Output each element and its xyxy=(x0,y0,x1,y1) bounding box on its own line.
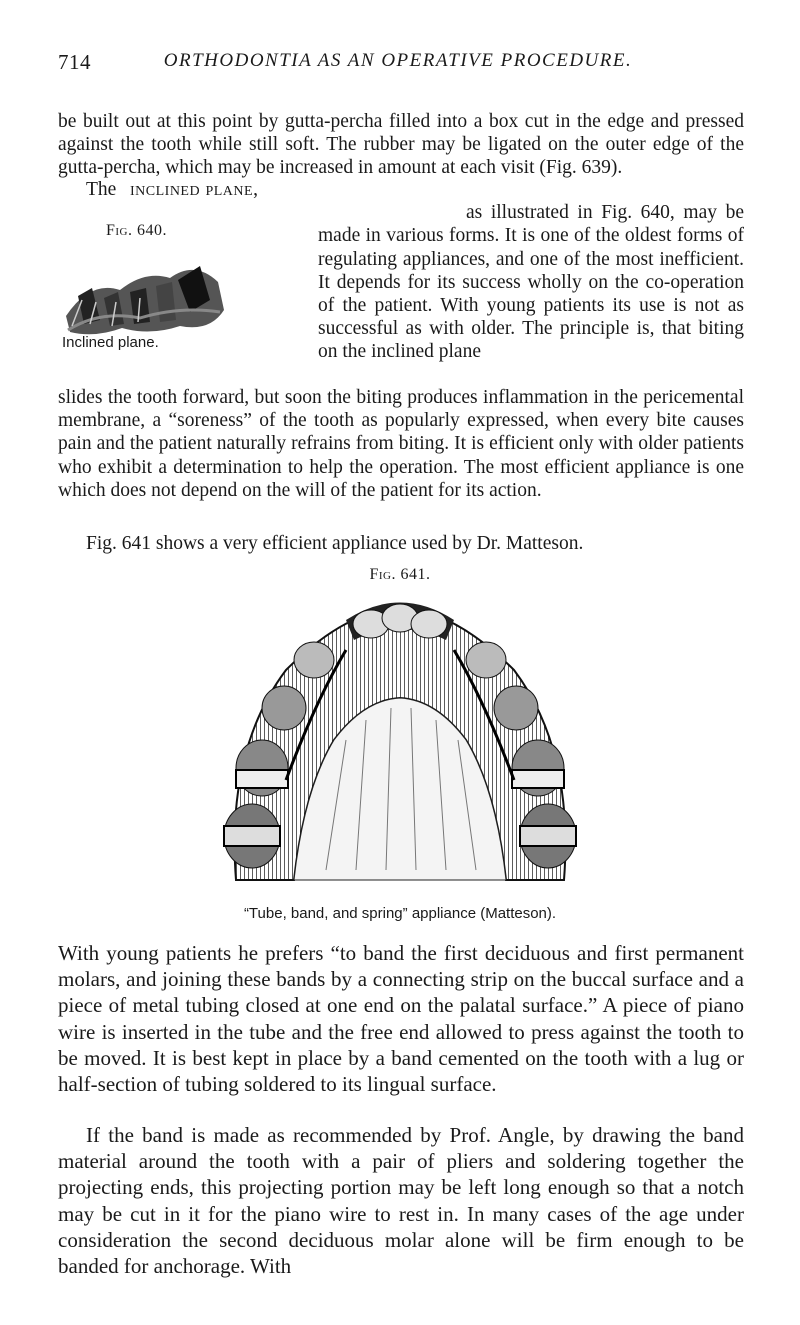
paragraph-2-continued: slides the tooth forward, but soon the biting produces inflammation in the pericemental membrane, a “soreness” of the tooth as popularly expressed, when every bite causes pain and the patient naturally refrains from biting. It is efficient only with older patients who exhibit a determination to help the operation. The most efficient appliance is one which does not depend on the will of the patient for its action. xyxy=(58,387,744,501)
page-number: 714 xyxy=(58,50,91,74)
figure-641-caption: “Tube, band, and spring” appliance (Matteson). xyxy=(243,905,557,922)
figure-640 xyxy=(60,222,235,357)
paragraph-1: be built out at this point by gutta-percha filled into a box cut in the edge and pressed against the tooth while still soft. The rubber may be ligated on the outer edge of the gutta-percha, which may be increased in amount at each visit (Fig. 639). xyxy=(58,111,744,179)
figure-640-caption: Inclined plane. xyxy=(62,334,159,351)
running-title: ORTHODONTIA AS AN OPERATIVE PROCEDURE. xyxy=(163,50,633,71)
paragraph-2-lead: The xyxy=(86,179,117,200)
matteson-appliance-illustration xyxy=(196,590,604,890)
paragraph-2-right: as illustrated in Fig. 640, may be made in various forms. It is one of the oldest forms of regulating appliances, and one of the most inefficient. It depends for its success wholly on the co-operation of the patient. With young patients its use is not as successful as with older. The principle is, that biting on the inclined plane xyxy=(318,202,744,363)
paragraph-4: With young patients he prefers “to band the first deciduous and first permanent molars, and joining these bands by a connecting strip on the buccal surface and a piece of metal tubing closed at one end on the palatal surface.” A piece of piano wire is inserted in the tube and the free end allowed to press against the tooth to be moved. It is best kept in place by a band cemented on the tooth with a lug or half-section of tubing soldered to its lingual surface. xyxy=(58,941,744,1097)
paragraph-3: Fig. 641 shows a very efficient appliance used by Dr. Matteson. xyxy=(86,533,584,554)
figure-640-label: Fig. 640. xyxy=(106,222,168,239)
paragraph-5: If the band is made as recommended by Prof. Angle, by drawing the band material around the tooth with a pair of pliers and soldering together the projecting ends, this projecting portion may be left long enough so that a notch may be cut in it for the piano wire to rest in. In many cases of the age under consideration the second deciduous molar alone will be firm enough to be banded for anchorage. With xyxy=(58,1123,744,1279)
paragraph-2-wrap xyxy=(86,178,744,364)
running-head xyxy=(58,50,738,80)
paragraph-2-smallcaps: inclined plane, xyxy=(130,179,259,200)
figure-641-label: Fig. 641. xyxy=(369,566,431,583)
